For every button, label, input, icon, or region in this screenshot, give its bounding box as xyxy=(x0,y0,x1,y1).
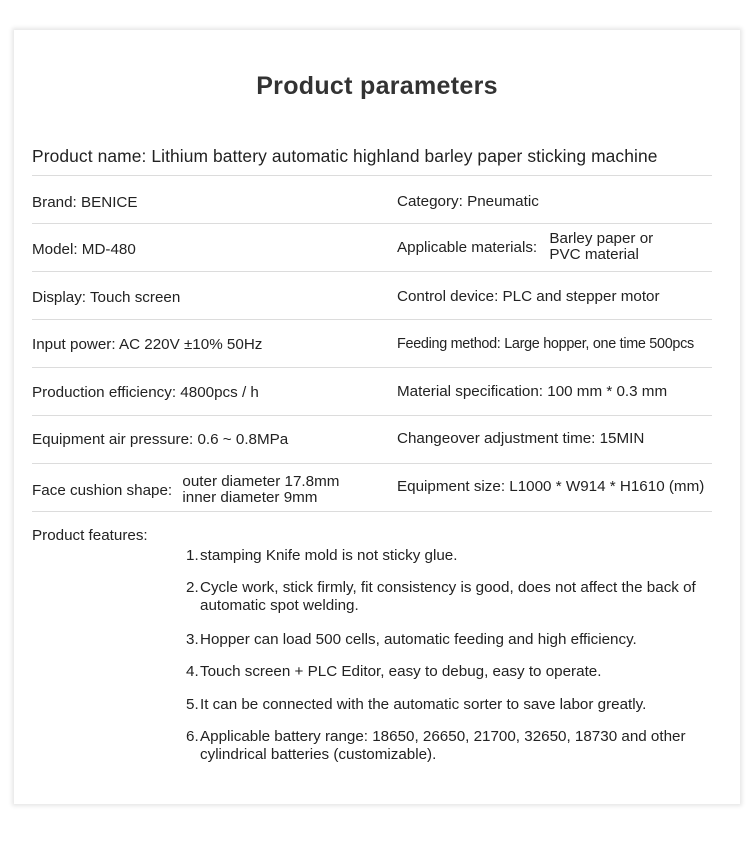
param-control-device: Control device: PLC and stepper motor xyxy=(397,288,660,305)
face-cushion-value xyxy=(182,474,339,506)
param-air-pressure: Equipment air pressure: 0.6 ~ 0.8MPa xyxy=(32,431,289,448)
param-material-specification: Material specification: 100 mm * 0.3 mm xyxy=(397,383,668,400)
divider xyxy=(32,463,712,464)
face-cushion-label: Face cushion shape: xyxy=(32,481,173,499)
applicable-materials-line-2: PVC material xyxy=(549,246,639,263)
features-label: Product features: xyxy=(32,527,148,544)
feature-item xyxy=(186,728,706,764)
applicable-materials-line-1: Barley paper or xyxy=(549,230,654,247)
param-input-power: Input power: AC 220V ±10% 50Hz xyxy=(32,336,263,353)
param-face-cushion-shape xyxy=(32,474,339,506)
product-name: Product name: Lithium battery automatic highland barley paper sticking machine xyxy=(32,146,658,166)
param-applicable-materials xyxy=(397,231,653,263)
feature-number: 6. xyxy=(186,728,199,745)
feature-number: 5. xyxy=(186,696,199,713)
feature-item xyxy=(186,696,716,714)
feature-text: Hopper can load 500 cells, automatic feeding and high efficiency. xyxy=(200,631,637,648)
divider xyxy=(32,175,712,176)
feature-text: Cycle work, stick firmly, fit consistency is good, does not affect the back of automatic spot welding. xyxy=(200,579,696,614)
param-category: Category: Pneumatic xyxy=(397,193,539,210)
param-feeding-method: Feeding method: Large hopper, one time 500pcs xyxy=(397,336,694,352)
feature-number: 4. xyxy=(186,663,199,680)
face-cushion-line-1: outer diameter 17.8mm xyxy=(182,473,340,490)
param-brand: Brand: BENICE xyxy=(32,194,138,211)
applicable-materials-value xyxy=(549,231,653,263)
feature-item xyxy=(186,663,716,681)
face-cushion-line-2: inner diameter 9mm xyxy=(182,489,318,506)
feature-item xyxy=(186,579,706,615)
divider xyxy=(32,367,712,368)
param-display: Display: Touch screen xyxy=(32,289,181,306)
feature-number: 3. xyxy=(186,631,199,648)
feature-text: stamping Knife mold is not sticky glue. xyxy=(200,547,458,564)
feature-item xyxy=(186,631,716,649)
feature-item xyxy=(186,547,716,565)
divider xyxy=(32,415,712,416)
divider xyxy=(32,223,712,224)
feature-number: 1. xyxy=(186,547,199,564)
feature-text: It can be connected with the automatic sorter to save labor greatly. xyxy=(200,696,647,713)
product-parameters-card xyxy=(14,30,740,804)
param-equipment-size: Equipment size: L1000 * W914 * H1610 (mm) xyxy=(397,478,705,495)
page-title: Product parameters xyxy=(256,72,498,100)
divider xyxy=(32,319,712,320)
feature-text: Touch screen + PLC Editor, easy to debug, easy to operate. xyxy=(200,663,602,680)
divider xyxy=(32,511,712,512)
param-changeover-time: Changeover adjustment time: 15MIN xyxy=(397,430,645,447)
param-model: Model: MD-480 xyxy=(32,241,136,258)
param-production-efficiency: Production efficiency: 4800pcs / h xyxy=(32,384,259,401)
feature-text: Applicable battery range: 18650, 26650, 21700, 32650, 18730 and other cylindrical batteries (customizable). xyxy=(200,728,686,763)
feature-number: 2. xyxy=(186,579,199,596)
applicable-materials-label: Applicable materials: xyxy=(397,238,538,256)
divider xyxy=(32,271,712,272)
